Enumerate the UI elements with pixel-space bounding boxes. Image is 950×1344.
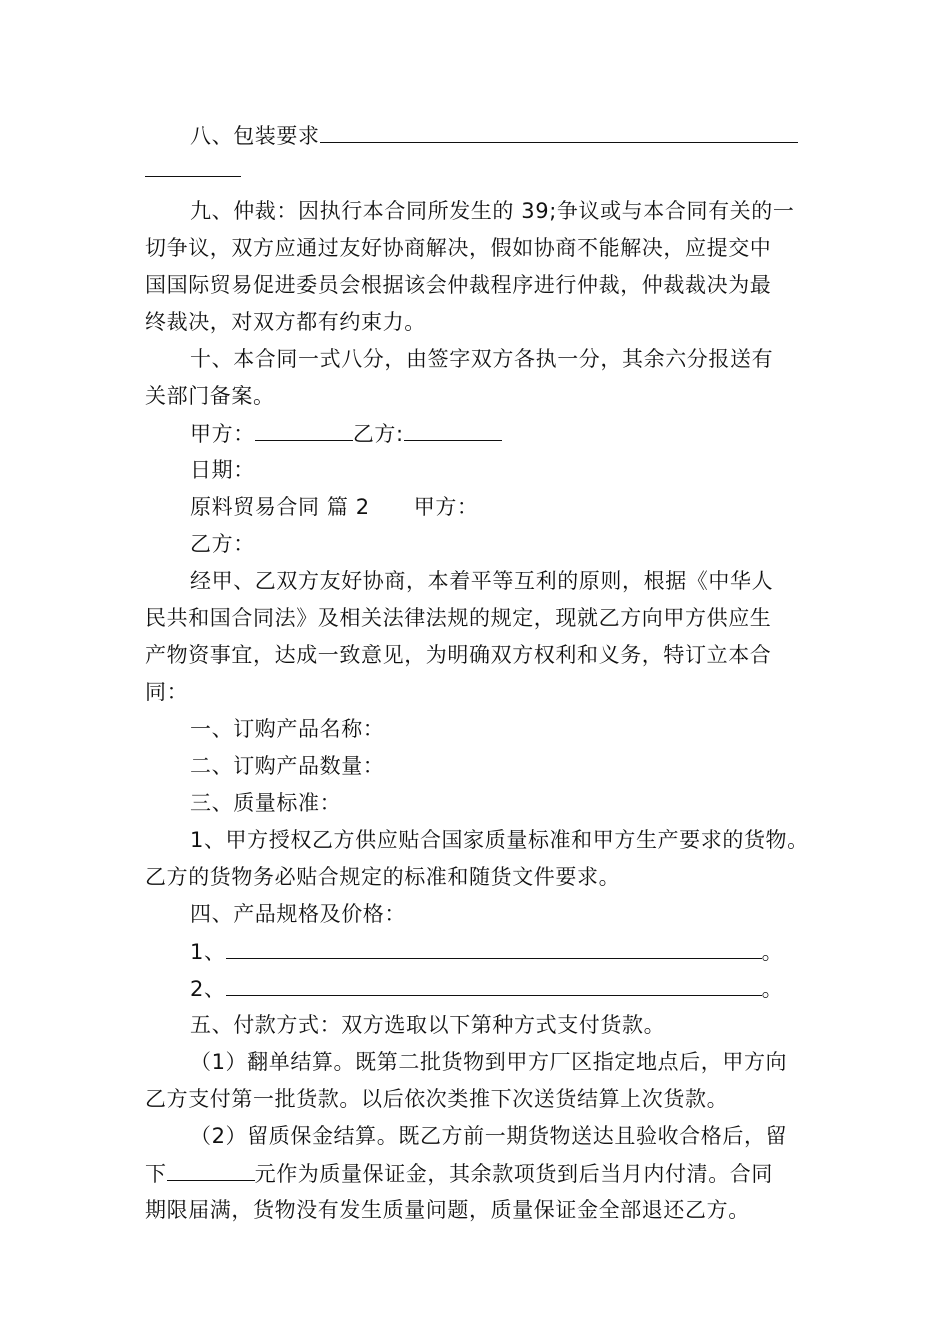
item-end: 。	[761, 940, 784, 964]
item-end: 。	[761, 977, 784, 1001]
item-number: 1、	[190, 940, 226, 964]
spec-blank	[226, 936, 762, 959]
paragraph-line: 乙方支付第一批货款。以后依次类推下次送货结算上次货款。	[145, 1087, 729, 1111]
paragraph-line: 同：	[145, 680, 189, 704]
paragraph-line: 终裁决，对双方都有约束力。	[145, 310, 426, 334]
paragraph-line: 1、甲方授权乙方供应贴合国家质量标准和甲方生产要求的货物。	[190, 828, 809, 852]
spec-blank	[226, 973, 762, 996]
section-heading: 四、产品规格及价格：	[190, 902, 406, 926]
party-b-blank	[404, 418, 502, 441]
party-a-label: 甲方：	[190, 422, 255, 446]
paragraph-line: 民共和国合同法》及相关法律法规的规定，现就乙方向甲方供应生	[145, 606, 772, 630]
paragraph-line: 国国际贸易促进委员会根据该会仲裁程序进行仲裁，仲裁裁决为最	[145, 273, 772, 297]
deposit-line	[145, 1158, 773, 1189]
packaging-blank	[320, 120, 798, 143]
date-label: 日期：	[190, 458, 255, 482]
section-heading: 三、质量标准：	[190, 791, 342, 815]
deposit-prefix: 下	[145, 1162, 167, 1186]
paragraph-line: 关部门备案。	[145, 384, 275, 408]
paragraph-line: 期限届满，货物没有发生质量问题，质量保证金全部退还乙方。	[145, 1198, 750, 1222]
deposit-amount-blank	[167, 1158, 255, 1181]
deposit-text: 元作为质量保证金，其余款项货到后当月内付清。合同	[254, 1162, 774, 1186]
contract-2-heading	[190, 492, 479, 522]
paragraph-line: 产物资事宜，达成一致意见，为明确双方权利和义务，特订立本合	[145, 643, 772, 667]
paragraph-line: 十、本合同一式八分，由签字双方各执一分，其余六分报送有	[190, 347, 774, 371]
paragraph-line: 九、仲裁：因执行本合同所发生的 39;争议或与本合同有关的一	[190, 199, 795, 223]
section-8-packaging	[190, 120, 798, 151]
section-heading: 五、付款方式：双方选取以下第种方式支付货款。	[190, 1013, 666, 1037]
party-a-blank	[255, 418, 353, 441]
section-heading: 一、订购产品名称：	[190, 717, 385, 741]
party-b-label: 乙方:	[352, 422, 404, 446]
paragraph-line: （1）翻单结算。既第二批货物到甲方厂区指定地点后，甲方向	[190, 1050, 788, 1074]
paragraph-line: 乙方的货物务必贴合规定的标准和随货文件要求。	[145, 865, 621, 889]
paragraph-line: （2）留质保金结算。既乙方前一期货物送达且验收合格后，留	[190, 1124, 788, 1148]
signature-line	[190, 418, 502, 449]
packaging-blank-2	[145, 154, 241, 177]
party-a-label: 甲方：	[413, 495, 479, 519]
paragraph-line: 经甲、乙双方友好协商，本着平等互利的原则，根据《中华人	[190, 569, 774, 593]
packaging-label: 八、包装要求	[190, 124, 320, 148]
packaging-blank-continued	[145, 154, 241, 185]
item-number: 2、	[190, 977, 226, 1001]
party-b-label: 乙方：	[190, 532, 255, 556]
contract-title: 原料贸易合同 篇 2	[190, 495, 370, 519]
paragraph-line: 切争议，双方应通过友好协商解决，假如协商不能解决，应提交中	[145, 236, 772, 260]
spec-item-2	[190, 973, 783, 1004]
section-heading: 二、订购产品数量：	[190, 754, 385, 778]
spec-item-1	[190, 936, 783, 967]
